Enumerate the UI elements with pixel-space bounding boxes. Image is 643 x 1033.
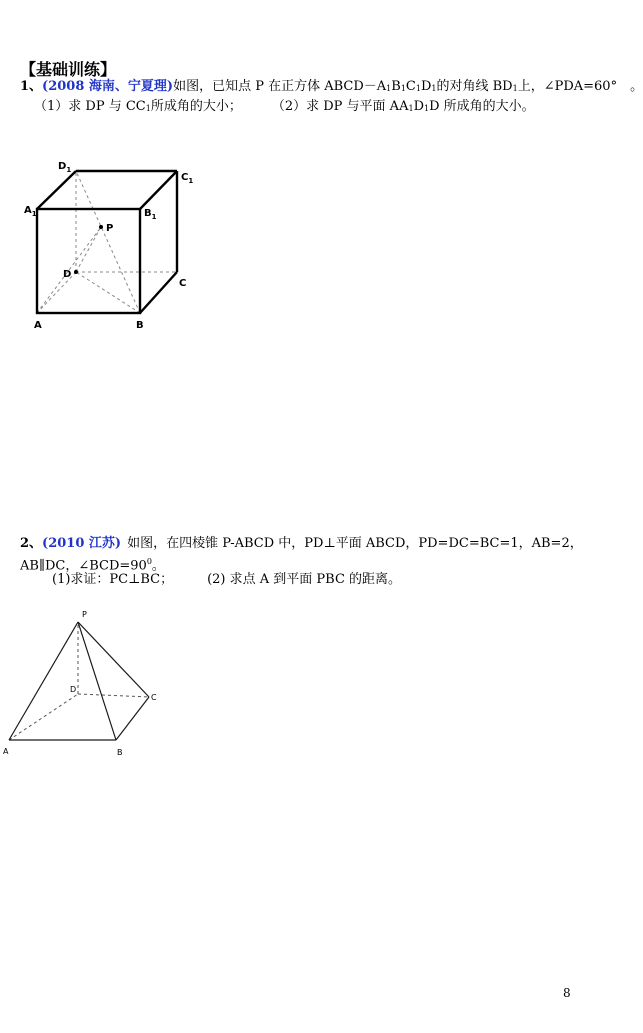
problem-2-question-1: (1)求证：PC⊥BC； bbox=[52, 572, 174, 587]
label-P: P bbox=[106, 223, 114, 234]
problem-2-question-2: (2) 求点 A 到平面 PBC 的距离。 bbox=[207, 572, 402, 587]
label-B: B bbox=[117, 748, 123, 757]
label-D1: $D_1$ bbox=[58, 161, 72, 174]
subscript: 1 bbox=[431, 84, 437, 93]
edge-PB bbox=[78, 622, 116, 740]
point-D bbox=[74, 270, 78, 274]
problem-2-number: 2、 bbox=[20, 536, 43, 551]
problem-1-text: 如图，已知点 P 在正方体 ABCD－A bbox=[173, 79, 387, 94]
problem-1-question-2: （2）求 DP 与平面 $AA_1D_1D$ 所成角的大小。 bbox=[271, 99, 535, 114]
label-D: D bbox=[70, 685, 77, 694]
label-C: C bbox=[151, 693, 157, 702]
problem-2-text: AB∥DC，∠BCD=90 bbox=[20, 558, 147, 574]
problem-1-question-1: （1）求 DP 与 $CC_1$所成角的大小； bbox=[34, 99, 242, 114]
problem-2-text: 如图，在四棱锥 P-ABCD 中，PD⊥平面 ABCD，PD=DC=BC=1，AB=2， bbox=[127, 536, 583, 551]
subscript: 1 bbox=[512, 84, 518, 93]
problem-1-number: 1、 bbox=[20, 79, 43, 94]
section-title: 【基础训练】 bbox=[20, 60, 117, 79]
label-A: A bbox=[34, 320, 42, 331]
point-P bbox=[99, 225, 103, 229]
segment-DP bbox=[76, 227, 101, 272]
page-number: 8 bbox=[563, 986, 571, 1000]
edge-PC bbox=[78, 622, 149, 697]
problem-2-questions bbox=[52, 571, 401, 589]
cube-figure bbox=[24, 161, 193, 331]
label-C: C bbox=[179, 278, 187, 289]
problem-1-text: 上，∠PDA=60° 。 bbox=[517, 79, 643, 94]
edge-BC bbox=[140, 272, 177, 313]
front-face bbox=[37, 209, 140, 313]
pyramid-figure bbox=[3, 610, 157, 757]
edge-B1C1 bbox=[140, 171, 177, 209]
diagonal-BD1 bbox=[76, 171, 140, 313]
problem-1-text: C bbox=[405, 79, 416, 94]
label-A1: $A_1$ bbox=[24, 205, 37, 218]
problem-1-text: D bbox=[420, 79, 432, 94]
edge-DC bbox=[78, 694, 149, 697]
label-A: A bbox=[3, 747, 9, 756]
segment-BD bbox=[76, 272, 140, 313]
edge-BC bbox=[116, 697, 149, 740]
problem-1-text: 的对角线 BD bbox=[436, 79, 513, 94]
subscript: 1 bbox=[415, 84, 421, 93]
label-P: P bbox=[82, 610, 87, 619]
problem-2-source: (2010 江苏) bbox=[42, 536, 122, 551]
label-B1: $B_1$ bbox=[144, 208, 157, 221]
problem-2-text: 。 bbox=[151, 558, 165, 574]
label-D: D bbox=[63, 269, 72, 280]
label-C1: $C_1$ bbox=[181, 172, 194, 185]
subscript: 1 bbox=[400, 84, 406, 93]
label-B: B bbox=[136, 320, 144, 331]
subscript: 1 bbox=[386, 84, 392, 93]
problem-1-text: B bbox=[391, 79, 401, 94]
edge-A1D1 bbox=[37, 171, 76, 209]
edge-PA bbox=[9, 622, 78, 740]
edge-AD bbox=[9, 694, 78, 740]
problem-1-source: (2008 海南、宁夏理) bbox=[42, 79, 174, 94]
superscript: 0 bbox=[146, 557, 152, 566]
problem-2-stem-line-1 bbox=[20, 535, 583, 553]
